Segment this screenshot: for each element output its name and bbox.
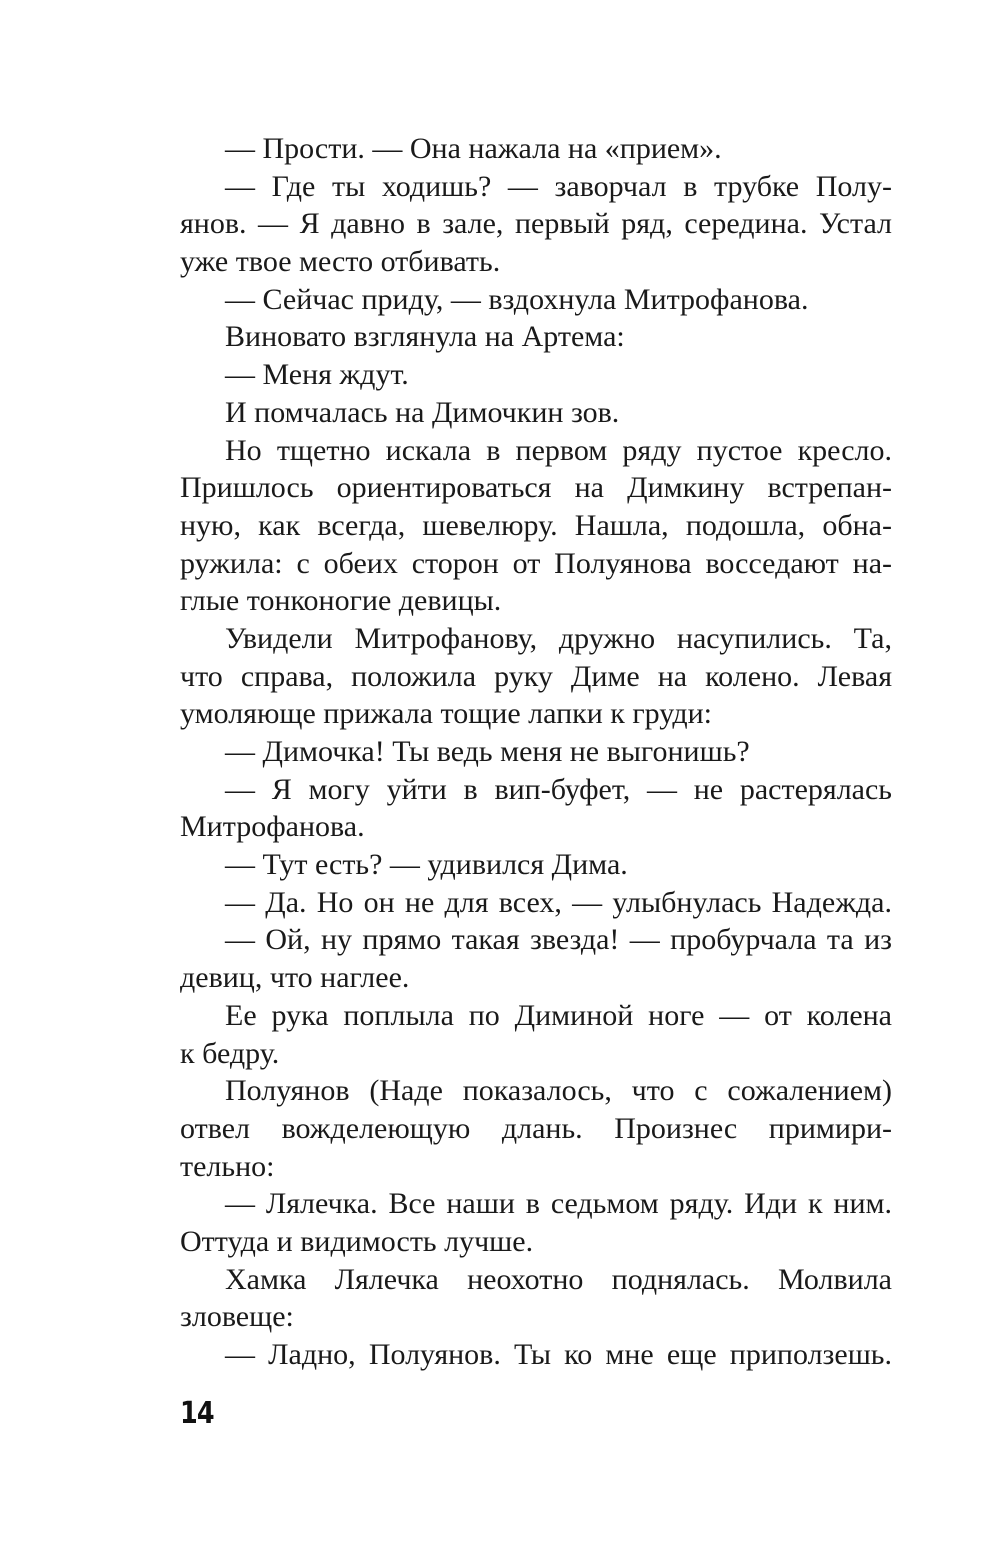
text-line: Пришлось ориентироваться на Димкину встрепан- xyxy=(180,471,892,505)
text-line: к бедру. xyxy=(180,1036,280,1070)
text-line: что справа, положила руку Диме на колено. Левая xyxy=(180,659,892,693)
text-line: Ее рука поплыла по Диминой ноге — от колена xyxy=(225,998,892,1032)
text-line: Оттуда и видимость лучше. xyxy=(180,1224,534,1258)
text-line: — Сейчас приду, — вздохнула Митрофанова. xyxy=(225,282,809,316)
text-line: Но тщетно искала в первом ряду пустое кресло. xyxy=(225,433,892,467)
text-line: ружила: с обеих сторон от Полуянова восседают на- xyxy=(180,546,892,580)
text-line: ную, как всегда, шевелюру. Нашла, подошла, обна- xyxy=(180,508,892,542)
text-line: умоляюще прижала тощие лапки к груди: xyxy=(180,697,713,731)
text-line: Митрофанова. xyxy=(180,810,365,844)
text-line: — Лялечка. Все наши в седьмом ряду. Иди к ним. xyxy=(225,1187,892,1221)
text-line: — Ой, ну прямо такая звезда! — пробурчала та из xyxy=(225,923,892,957)
text-line: — Меня ждут. xyxy=(225,358,409,392)
text-line: Виновато взглянула на Артема: xyxy=(225,320,625,354)
page-number: 14 xyxy=(180,1396,214,1431)
text-line: — Тут есть? — удивился Дима. xyxy=(225,848,628,882)
text-line: Полуянов (Наде показалось, что с сожалением) xyxy=(225,1074,892,1108)
text-line: — Прости. — Она нажала на «прием». xyxy=(225,132,722,165)
text-line: Увидели Митрофанову, дружно насупились. Та, xyxy=(225,621,892,655)
text-line: — Ладно, Полуянов. Ты ко мне еще приползешь. xyxy=(225,1338,892,1371)
text-line: — Где ты ходишь? — заворчал в трубке Полу- xyxy=(225,169,892,203)
page-body-text xyxy=(180,130,892,1374)
text-line: девиц, что наглее. xyxy=(180,961,410,995)
text-line: уже твое место отбивать. xyxy=(180,245,501,279)
text-line: глые тонконогие девицы. xyxy=(180,584,502,618)
text-line: отвел вожделеющую длань. Произнес примири- xyxy=(180,1111,892,1145)
text-line: тельно: xyxy=(180,1149,275,1183)
text-line: зловеще: xyxy=(180,1300,294,1334)
text-line: — Я могу уйти в вип-буфет, — не растерялась xyxy=(225,772,892,806)
text-line: янов. — Я давно в зале, первый ряд, середина. Устал xyxy=(180,207,892,241)
text-line: Хамка Лялечка неохотно поднялась. Молвила xyxy=(225,1262,892,1296)
text-line: — Да. Но он не для всех, — улыбнулась Надежда. xyxy=(225,885,892,919)
text-line: — Димочка! Ты ведь меня не выгонишь? xyxy=(225,735,750,768)
text-line: И помчалась на Димочкин зов. xyxy=(225,395,620,429)
